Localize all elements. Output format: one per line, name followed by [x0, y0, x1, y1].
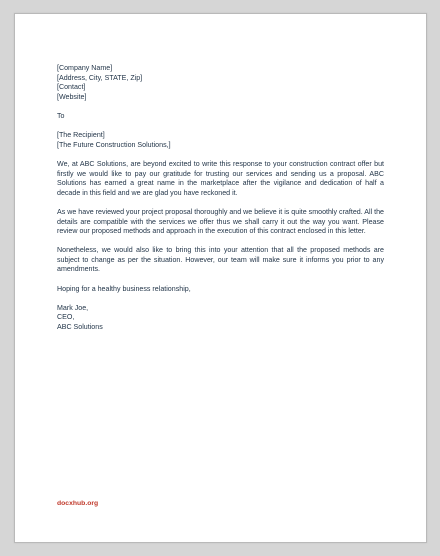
- sender-contact: [Contact]: [57, 83, 86, 92]
- closing-line: Hoping for a healthy business relationship,: [57, 284, 191, 293]
- signature-company: ABC Solutions: [57, 323, 103, 332]
- paragraph-1: We, at ABC Solutions, are beyond excited to write this response to your construction contract offer but firstly we would like to pay our gratitude for trusting our services and sending us a proposal. ABC Solutions has earned a great name in the marketplace after the vigilance and dedication of half a decade in this field and we are glad you have reckoned it.: [57, 159, 384, 197]
- to-label: To: [57, 111, 65, 120]
- paragraph-3: Nonetheless, we would also like to bring this into your attention that all the proposed methods are subject to change as per the situation. However, our team will make sure it informs you prior to any amendments.: [57, 246, 384, 274]
- sender-block: [57, 64, 384, 102]
- footer-watermark[interactable]: docxhub.org: [57, 500, 99, 507]
- recipient-block: [57, 131, 384, 150]
- sender-address: [Address, City, STATE, Zip]: [57, 73, 143, 82]
- sender-website: [Website]: [57, 92, 87, 101]
- signature-block: [57, 304, 384, 333]
- signature-name: Mark Joe,: [57, 303, 89, 312]
- recipient-name: [The Recipient]: [57, 131, 105, 140]
- sender-company: [Company Name]: [57, 64, 113, 72]
- document-page: [14, 13, 427, 543]
- signature-title: CEO,: [57, 313, 75, 322]
- paragraph-2: As we have reviewed your project proposal thoroughly and we believe it is quite smoothly crafted. All the details are compatible with the services we offer thus we shall carry it out the way you want. Please review our proposed methods and approach in the execution of this contract enclosed in this letter.: [57, 207, 384, 236]
- recipient-company: [The Future Construction Solutions,]: [57, 140, 171, 149]
- letter-body: [57, 64, 384, 333]
